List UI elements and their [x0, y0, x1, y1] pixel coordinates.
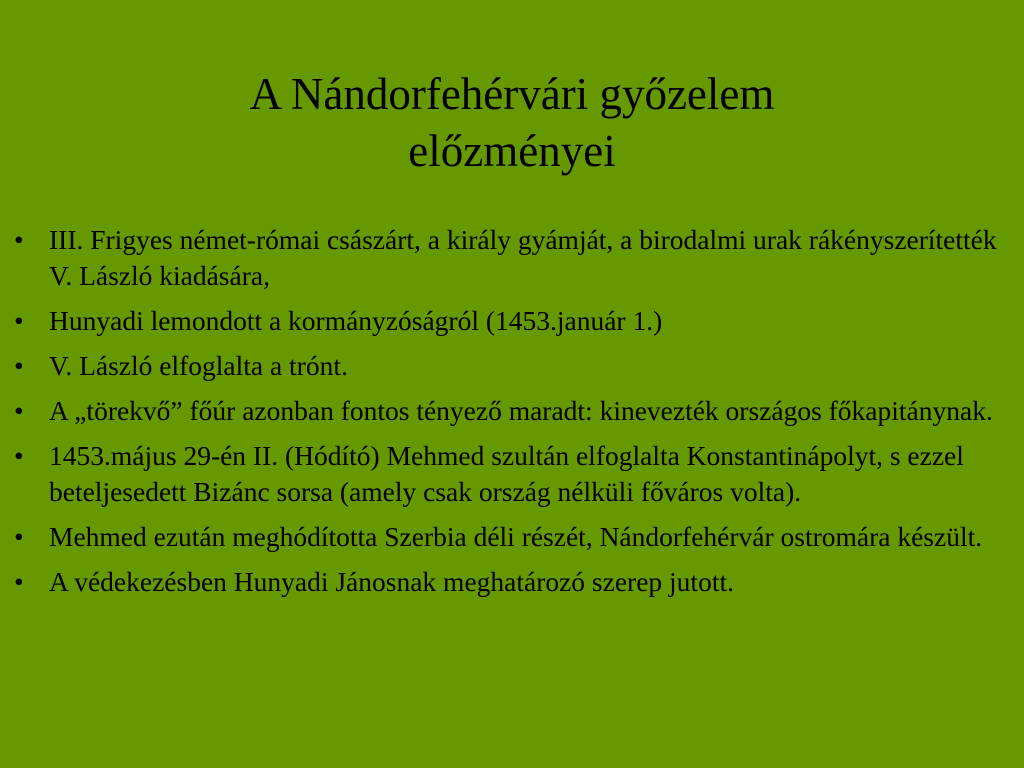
bullet-item-5 [14, 438, 1010, 510]
bullet-text: V. László elfoglalta a trónt. [49, 350, 348, 381]
bullet-list [14, 222, 1010, 609]
bullet-icon: • [14, 224, 24, 255]
bullet-item-4 [14, 393, 1010, 429]
bullet-text: A „törekvő” főúr azonban fontos tényező maradt: kinevezték országos főkapitánynak. [49, 395, 993, 426]
bullet-icon: • [14, 305, 24, 336]
slide-title [0, 66, 1024, 180]
bullet-item-1 [14, 222, 1010, 294]
bullet-text: 1453.május 29-én II. (Hódító) Mehmed szultán elfoglalta Konstantinápolyt, s ezzel beteljesedett Bizánc sorsa (amely csak ország nélküli főváros volta). [49, 440, 964, 507]
bullet-icon: • [14, 566, 24, 597]
bullet-text: Mehmed ezután meghódította Szerbia déli részét, Nándorfehérvár ostromára készült. [49, 521, 983, 552]
bullet-item-7 [14, 564, 1010, 600]
bullet-item-3 [14, 348, 1010, 384]
bullet-text: Hunyadi lemondott a kormányzóságról (1453.január 1.) [49, 305, 663, 336]
bullet-item-6 [14, 519, 1010, 555]
bullet-icon: • [14, 395, 24, 426]
bullet-text: III. Frigyes német-római császárt, a király gyámját, a birodalmi urak rákényszerítették V. László kiadására, [49, 224, 997, 291]
bullet-icon: • [14, 440, 24, 471]
slide-title-line-1: A Nándorfehérvári győzelem [249, 69, 775, 119]
slide-title-line-2: előzményei [408, 126, 616, 176]
bullet-icon: • [14, 350, 24, 381]
bullet-icon: • [14, 521, 24, 552]
bullet-text: A védekezésben Hunyadi Jánosnak meghatározó szerep jutott. [49, 566, 734, 597]
bullet-item-2 [14, 303, 1010, 339]
